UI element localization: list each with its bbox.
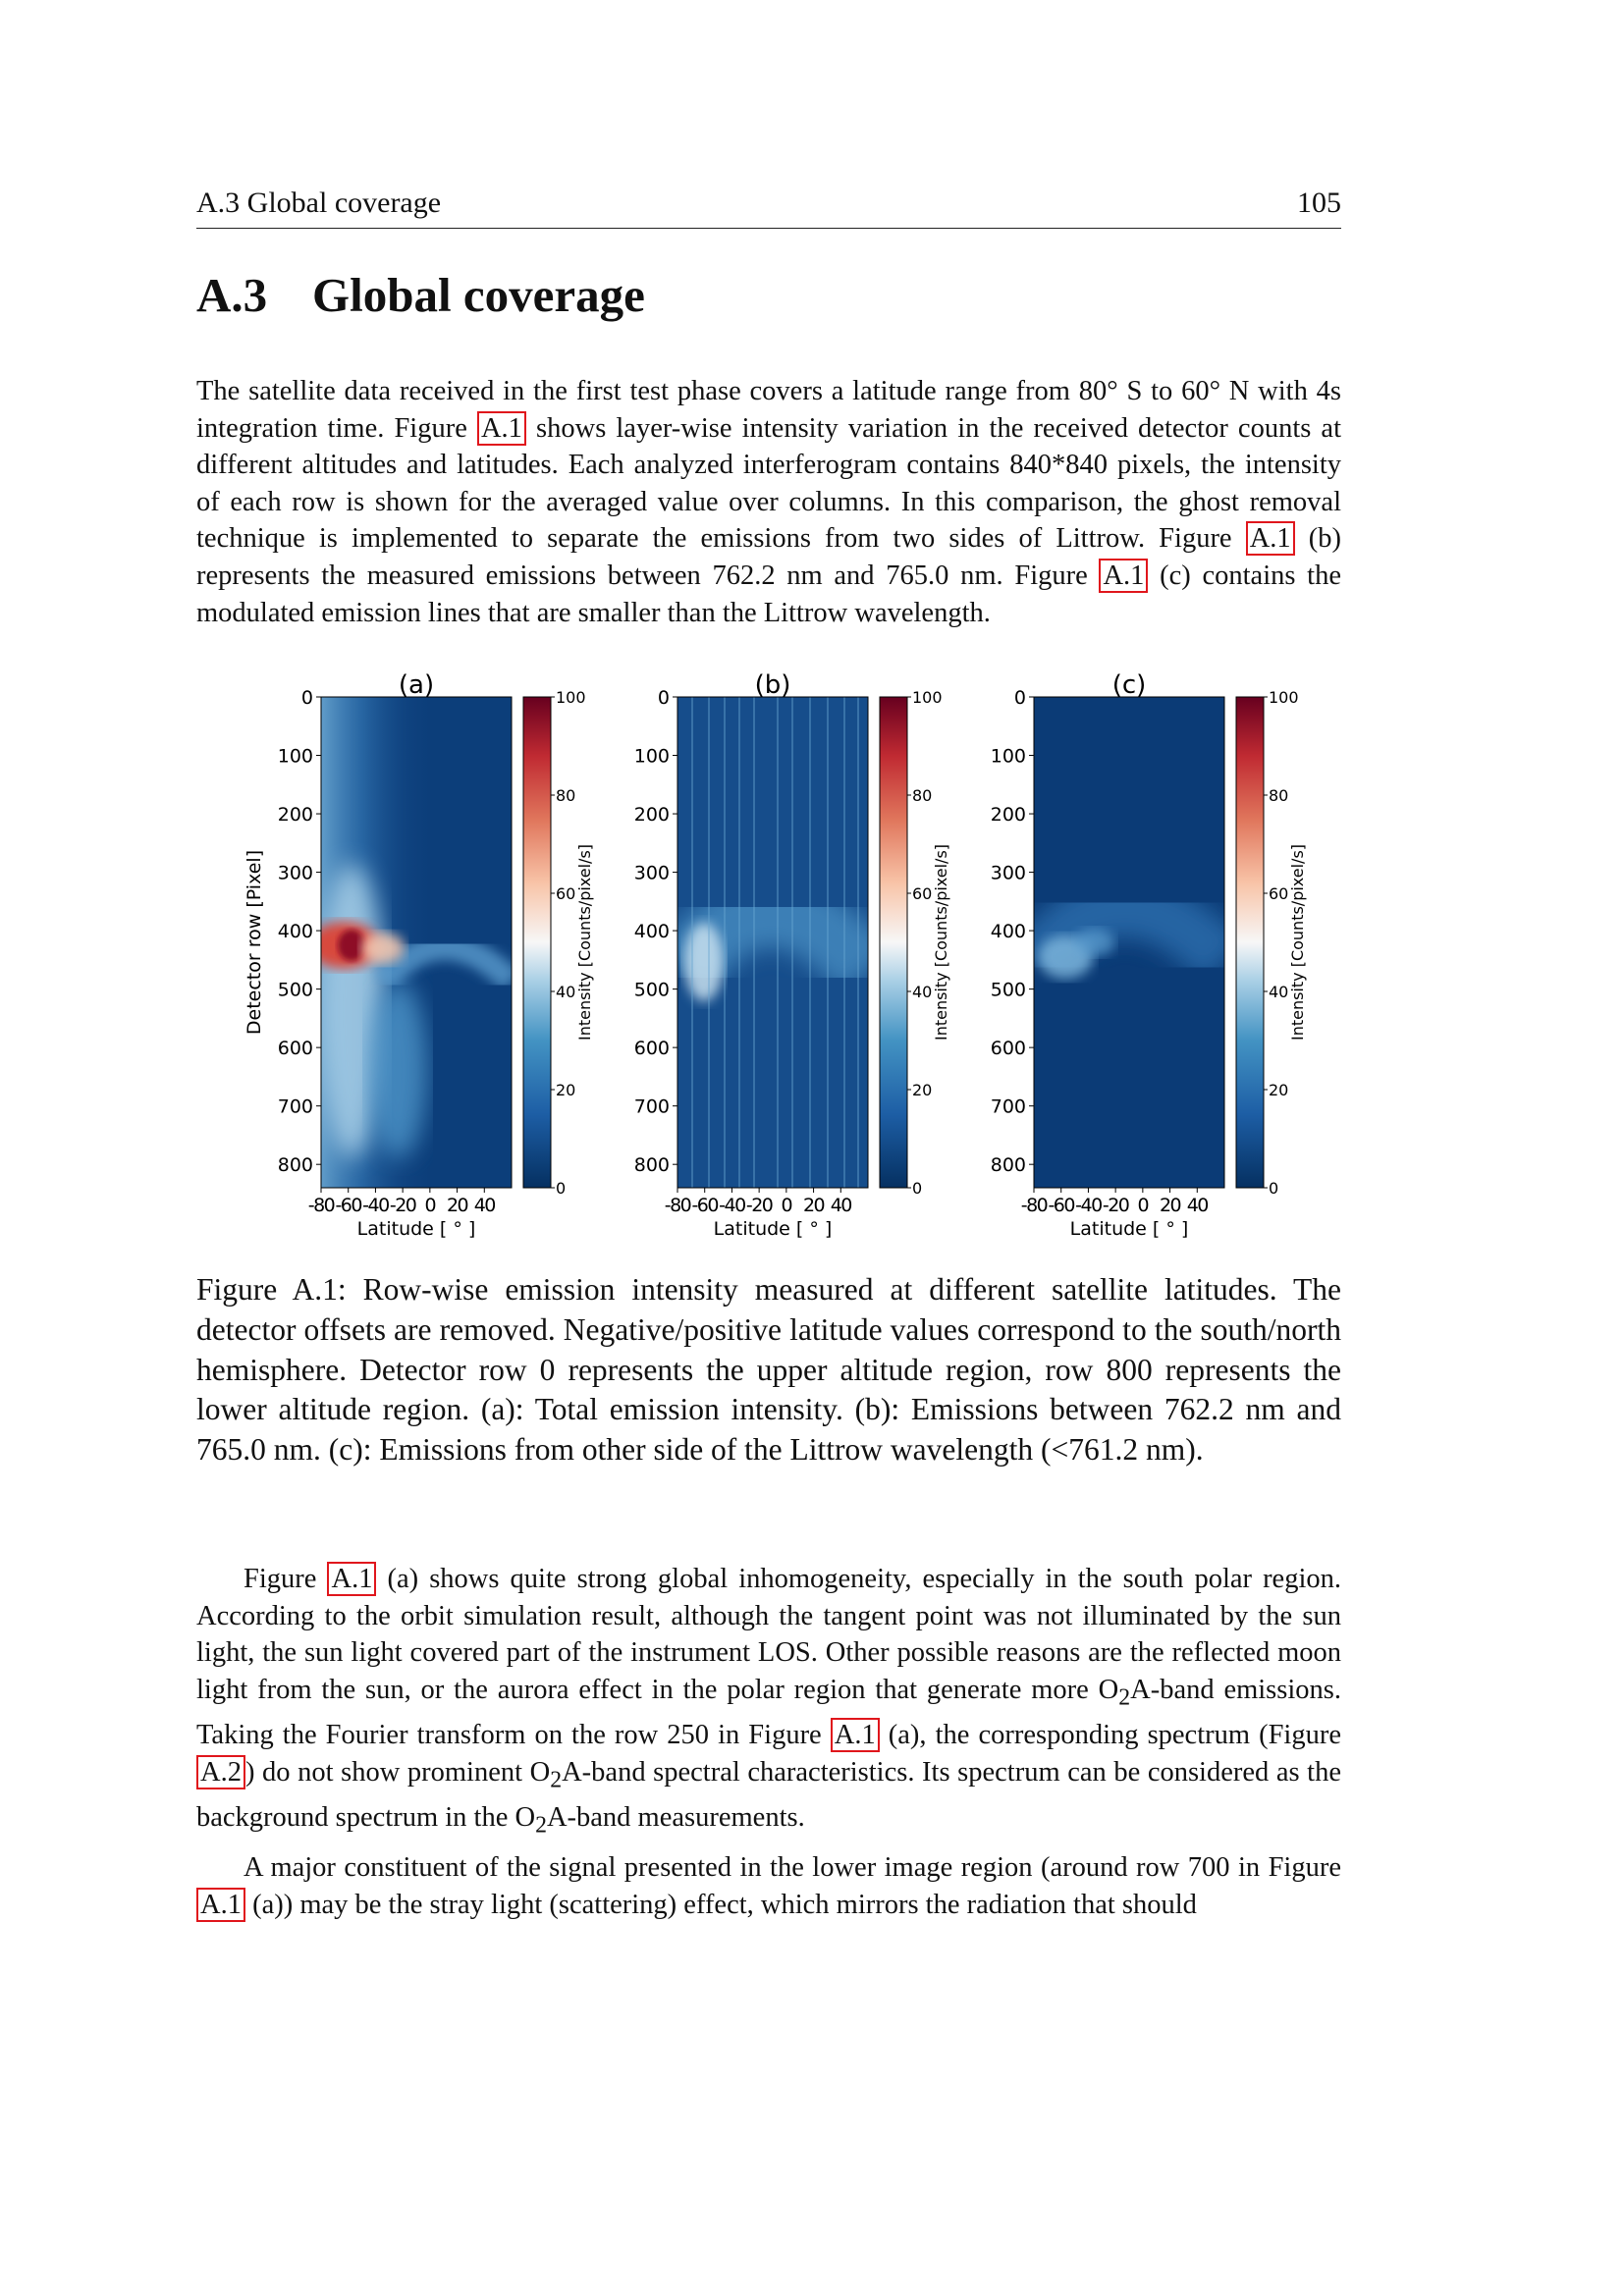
heatmap-a (308, 697, 512, 1188)
colorbar-label: Intensity [Counts/pixel/s] (1288, 843, 1307, 1041)
y-tick-label: 800 (277, 1154, 313, 1177)
colorbar-label: Intensity [Counts/pixel/s] (575, 843, 594, 1041)
heatmap-a-hotspot-core (338, 930, 365, 961)
colorbar-tick-label: 100 (1269, 688, 1299, 707)
x-tick-label: 0 (424, 1195, 436, 1216)
y-tick-label: 500 (277, 979, 313, 1001)
x-tick-label: 20 (1159, 1195, 1181, 1216)
text-run: (b) represents the measured emissions between 762.2 nm and 765.0 nm. Figure (196, 523, 1341, 591)
colorbar-c (1236, 697, 1264, 1188)
x-tick-label: -60 (691, 1195, 718, 1216)
colorbar-tick-label: 100 (556, 688, 586, 707)
x-axis-label: Latitude [ ° ] (1069, 1218, 1189, 1240)
y-tick-label: 600 (633, 1038, 670, 1060)
y-tick-label: 0 (300, 687, 313, 709)
text-run: (c) contains the modulated emission lines that are smaller than the Littrow wavelength. (196, 560, 1341, 628)
paragraph-discussion (196, 1561, 1341, 1844)
panel-label: (c) (1111, 670, 1147, 700)
heatmap-b-peak (684, 923, 724, 1001)
colorbar-tick-label: 20 (912, 1081, 933, 1099)
x-tick-label: -40 (362, 1195, 389, 1216)
y-tick-label: 100 (990, 745, 1026, 768)
x-tick-label: 20 (802, 1195, 825, 1216)
x-tick-label: 0 (781, 1195, 792, 1216)
text-run: (a) shows quite strong global inhomogeneity, especially in the south polar region. According to the orbit simulation result, although the tangent point was not illuminated by the sun light, the sun light covered part of the instrument LOS. Other possible reasons are the reflected moon light from the sun, or the aurora effect in the polar region that generate more O (196, 1564, 1341, 1705)
text-run: Figure (244, 1564, 328, 1594)
section-heading (196, 267, 645, 323)
colorbar-b (880, 697, 907, 1188)
x-tick-label: 40 (1186, 1195, 1208, 1216)
text-run: A-band spectral characteristics. Its spectrum can be considered as the background spectrum in the O (196, 1756, 1342, 1833)
colorbar-tick-label: 0 (556, 1179, 567, 1198)
header-section: A.3 Global coverage (196, 187, 442, 219)
y-tick-label: 300 (277, 862, 313, 884)
y-tick-label: 100 (633, 745, 670, 768)
y-tick-label: 300 (990, 862, 1026, 884)
x-axis-label: Latitude [ ° ] (713, 1218, 833, 1240)
y-tick-label: 800 (633, 1154, 670, 1177)
subscript: 2 (535, 1812, 547, 1839)
page-number: 105 (1297, 187, 1341, 219)
figure-link[interactable]: A.1 (1099, 559, 1148, 593)
colorbar-tick-label: 0 (1269, 1179, 1279, 1198)
text-run: A-band emissions. Taking the Fourier transform on the row 250 in Figure (196, 1674, 1341, 1751)
colorbar-tick-label: 80 (912, 786, 933, 805)
figure-caption: Figure A.1: Row-wise emission intensity measured at different satellite latitudes. The detector offsets are removed. Negative/positive latitude values correspond to the south/north hemisphere. Detector row 0 represents the upper altitude region, row 800 represents the lower altitude region. (a): Total emission intensity. (b): Emissions between 762.2 nm and 765.0 nm. (c): Emissions from other side of the Littrow wavelength (<761.2 nm). (196, 1272, 1341, 1468)
y-tick-label: 600 (277, 1038, 313, 1060)
colorbar-tick-label: 60 (1269, 884, 1289, 903)
x-tick-label: 0 (1137, 1195, 1149, 1216)
y-tick-label: 0 (1013, 687, 1026, 709)
x-tick-label: -60 (335, 1195, 361, 1216)
colorbar-tick-label: 40 (556, 983, 576, 1001)
x-tick-label: -20 (389, 1195, 416, 1216)
x-tick-label: -80 (1020, 1195, 1048, 1216)
colorbar-tick-label: 100 (912, 688, 943, 707)
text-run: shows layer-wise intensity variation in the received detector counts at different altitudes and latitudes. Each analyzed interferogram contains 840*840 pixels, the intensity of each row is shown for the averaged value over columns. In this comparison, the ghost removal technique is implemented to separate the emissions from two sides of Littrow. Figure (196, 412, 1341, 555)
colorbar-tick-label: 80 (556, 786, 576, 805)
colorbar-tick-label: 20 (1269, 1081, 1289, 1099)
colorbar-label: Intensity [Counts/pixel/s] (932, 843, 950, 1041)
x-tick-label: 40 (830, 1195, 851, 1216)
y-tick-label: 500 (633, 979, 670, 1001)
figure-link[interactable]: A.2 (196, 1755, 245, 1789)
subscript: 2 (1118, 1684, 1131, 1711)
x-tick-label: -40 (719, 1195, 745, 1216)
y-tick-label: 600 (990, 1038, 1026, 1060)
colorbar-tick-label: 20 (556, 1081, 576, 1099)
figure-link[interactable]: A.1 (477, 411, 526, 446)
heatmap-c (1034, 697, 1224, 1188)
colorbar-a (523, 697, 551, 1188)
x-tick-label: -20 (1102, 1195, 1129, 1216)
x-tick-label: -40 (1075, 1195, 1102, 1216)
y-tick-label: 700 (990, 1095, 1026, 1118)
subscript: 2 (550, 1767, 563, 1793)
figure-link[interactable]: A.1 (196, 1888, 245, 1922)
y-tick-label: 400 (277, 921, 313, 943)
text-run: (a), the corresponding spectrum (Figure (879, 1720, 1341, 1751)
figure-link[interactable]: A.1 (1246, 521, 1295, 556)
figure-a1 (236, 658, 1335, 1247)
colorbar-tick-label: 60 (556, 884, 576, 903)
colorbar-tick-label: 40 (1269, 983, 1289, 1001)
y-tick-label: 200 (277, 804, 313, 827)
y-tick-label: 100 (277, 745, 313, 768)
colorbar-tick-label: 80 (1269, 786, 1289, 805)
colorbar-tick-label: 40 (912, 983, 933, 1001)
y-tick-label: 200 (990, 804, 1026, 827)
text-run: A major constituent of the signal presented in the lower image region (around row 700 in Figure (244, 1852, 1341, 1883)
running-header (196, 187, 1341, 229)
y-axis-label: Detector row [Pixel] (244, 849, 265, 1036)
x-tick-label: 20 (446, 1195, 468, 1216)
y-tick-label: 500 (990, 979, 1026, 1001)
panel-label: (a) (398, 670, 435, 700)
figure-link[interactable]: A.1 (327, 1562, 376, 1596)
x-tick-label: -60 (1048, 1195, 1074, 1216)
text-run: ) do not show prominent O (244, 1756, 551, 1788)
y-tick-label: 700 (633, 1095, 670, 1118)
text-run: The satellite data received in the first test phase covers a latitude range from 80° S to 60° N with 4s integration time. Figure (196, 376, 1341, 444)
figure-link[interactable]: A.1 (831, 1718, 880, 1752)
x-tick-label: -80 (664, 1195, 691, 1216)
colorbar-tick-label: 60 (912, 884, 933, 903)
y-tick-label: 300 (633, 862, 670, 884)
y-tick-label: 400 (990, 921, 1026, 943)
x-tick-label: -80 (307, 1195, 335, 1216)
panel-label: (b) (754, 670, 791, 700)
section-title: Global coverage (312, 268, 645, 322)
y-tick-label: 700 (277, 1095, 313, 1118)
y-tick-label: 0 (657, 687, 670, 709)
x-axis-label: Latitude [ ° ] (356, 1218, 476, 1240)
heatmap-c-peak-2 (1075, 929, 1114, 956)
heatmap-b (677, 697, 868, 1188)
paragraph-stray-light (196, 1849, 1341, 1923)
x-tick-label: -20 (745, 1195, 773, 1216)
y-tick-label: 200 (633, 804, 670, 827)
y-tick-label: 400 (633, 921, 670, 943)
text-run: A-band measurements. (546, 1801, 805, 1833)
paragraph-intro (196, 373, 1341, 631)
colorbar-tick-label: 0 (912, 1179, 923, 1198)
heatmap-a-hotspot-edge (361, 933, 405, 964)
heatmap-a-lower-glow (368, 982, 427, 1158)
section-number: A.3 (196, 268, 268, 322)
y-tick-label: 800 (990, 1154, 1026, 1177)
text-run: (a)) may be the stray light (scattering) effect, which mirrors the radiation that should (244, 1889, 1197, 1920)
x-tick-label: 40 (473, 1195, 495, 1216)
